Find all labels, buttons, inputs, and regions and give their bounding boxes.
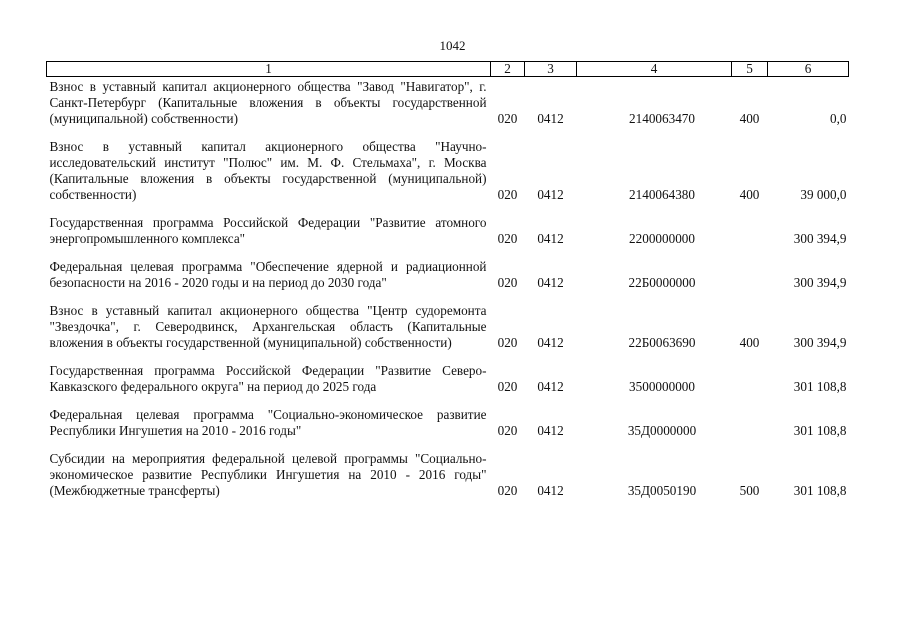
- row-ministry: 020: [497, 231, 518, 246]
- page-number: 1042: [439, 38, 466, 53]
- table-row: [47, 139, 849, 215]
- row-amount: 300 394,9: [793, 231, 847, 246]
- column-header-4: 4: [577, 62, 732, 77]
- row-amount: 300 394,9: [793, 275, 847, 290]
- row-ministry: 020: [497, 483, 518, 498]
- row-expense-type: [732, 407, 768, 451]
- row-expense-type: 500: [739, 483, 760, 498]
- row-ministry: 020: [497, 379, 518, 394]
- row-description: Федеральная целевая программа "Социально-экономическое развитие Республики Ингушетия на 2010 - 2016 годы": [49, 407, 487, 438]
- table-row: [47, 363, 849, 407]
- table-header: [47, 62, 849, 77]
- row-section: 0412: [537, 275, 564, 290]
- row-description: Взнос в уставный капитал акционерного общества "Центр судоремонта "Звездочка", г. Северодвинск, Архангельская область (Капитальные вложения в объекты государственной (муниципальной) собственности): [49, 303, 487, 350]
- budget-table: [46, 61, 849, 511]
- row-ministry: 020: [497, 275, 518, 290]
- row-expense-type: [732, 363, 768, 407]
- row-expense-type: [732, 259, 768, 303]
- row-section: 0412: [537, 423, 564, 438]
- row-expense-type: 400: [739, 187, 760, 202]
- row-amount: 39 000,0: [800, 187, 847, 202]
- table-row: [47, 259, 849, 303]
- table-row: [47, 303, 849, 363]
- row-amount: 0,0: [830, 111, 847, 126]
- row-target: 22Б0000000: [628, 275, 696, 290]
- row-amount: 301 108,8: [793, 379, 847, 394]
- column-header-5: 5: [732, 62, 768, 77]
- row-description: Взнос в уставный капитал акционерного общества "Научно-исследовательский институт "Полюс" им. М. Ф. Стельмаха", г. Москва (Капитальные вложения в объекты государственной (муниципальной) собственности): [49, 139, 487, 202]
- row-ministry: 020: [497, 187, 518, 202]
- table-row: [47, 451, 849, 511]
- table-row: [47, 215, 849, 259]
- row-section: 0412: [537, 379, 564, 394]
- row-target: 3500000000: [629, 379, 695, 394]
- row-section: 0412: [537, 231, 564, 246]
- column-header-3: 3: [525, 62, 577, 77]
- column-header-2: 2: [491, 62, 525, 77]
- table-row: [47, 407, 849, 451]
- row-amount: 300 394,9: [793, 335, 847, 350]
- row-target: 35Д0000000: [627, 423, 697, 438]
- row-target: 22Б0063690: [628, 335, 696, 350]
- row-description: Федеральная целевая программа "Обеспечение ядерной и радиационной безопасности на 2016 - 2020 годы и на период до 2030 года": [49, 259, 487, 290]
- table-row: [47, 77, 849, 140]
- row-ministry: 020: [497, 111, 518, 126]
- row-amount: 301 108,8: [793, 483, 847, 498]
- column-header-6: 6: [768, 62, 849, 77]
- row-description: Государственная программа Российской Федерации "Развитие атомного энергопромышленного комплекса": [49, 215, 487, 246]
- row-description: Государственная программа Российской Федерации "Развитие Северо-Кавказского федерального округа" на период до 2025 года: [49, 363, 487, 394]
- row-section: 0412: [537, 335, 564, 350]
- row-section: 0412: [537, 111, 564, 126]
- column-header-1: 1: [47, 62, 491, 77]
- row-section: 0412: [537, 187, 564, 202]
- row-ministry: 020: [497, 423, 518, 438]
- row-description: Взнос в уставный капитал акционерного общества "Завод "Навигатор", г. Санкт-Петербург (Капитальные вложения в объекты государственной (муниципальной) собственности): [49, 79, 487, 126]
- row-expense-type: 400: [739, 111, 760, 126]
- row-target: 2140064380: [629, 187, 695, 202]
- row-target: 2140063470: [629, 111, 695, 126]
- row-target: 35Д0050190: [627, 483, 697, 498]
- row-description: Субсидии на мероприятия федеральной целевой программы "Социально-экономическое развитие Республики Ингушетия на 2010 - 2016 годы" (Межбюджетные трансферты): [49, 451, 487, 498]
- row-expense-type: 400: [739, 335, 760, 350]
- row-expense-type: [732, 215, 768, 259]
- row-amount: 301 108,8: [793, 423, 847, 438]
- row-target: 2200000000: [629, 231, 695, 246]
- row-ministry: 020: [497, 335, 518, 350]
- row-section: 0412: [537, 483, 564, 498]
